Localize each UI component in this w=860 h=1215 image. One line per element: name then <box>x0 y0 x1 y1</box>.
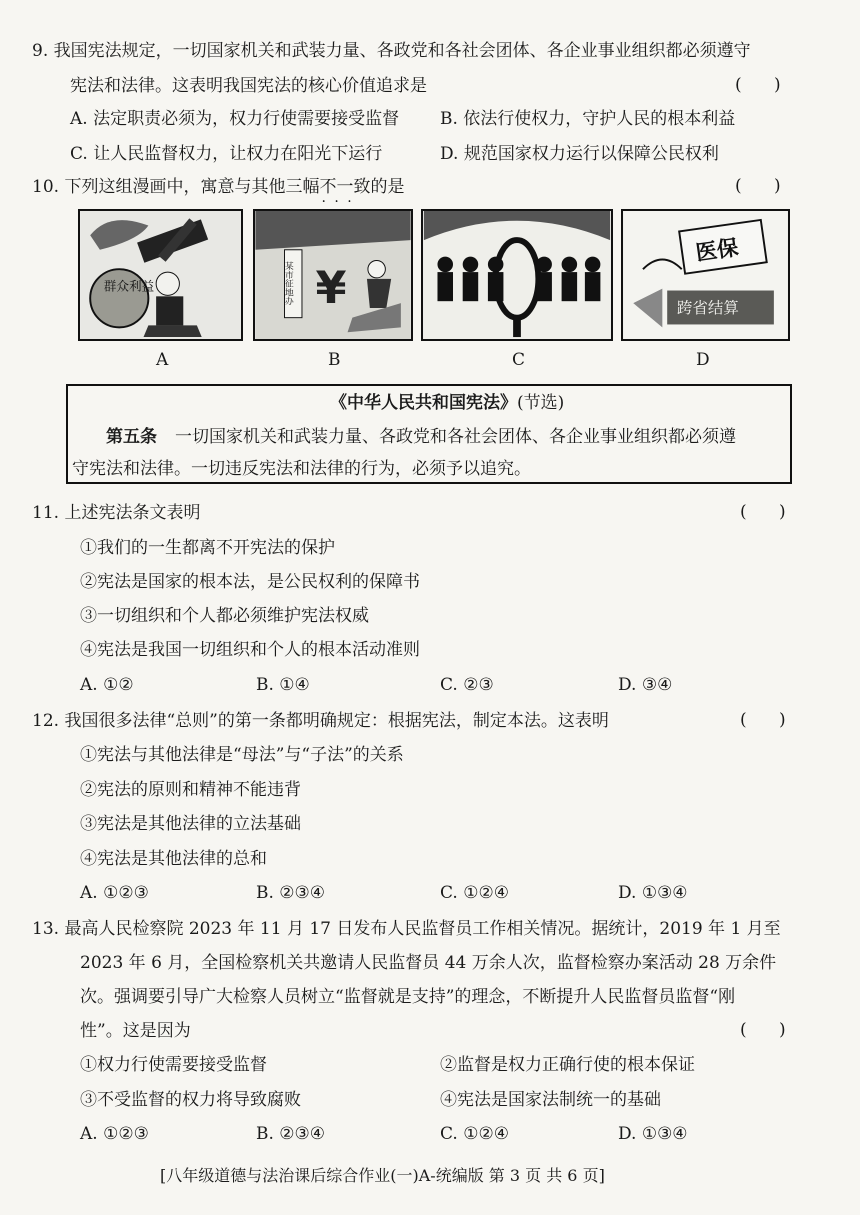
comic-a-image <box>80 211 241 339</box>
comic-d-caption-bottom: 跨省结算 <box>676 298 739 317</box>
q13-item-3: ③不受监督的权力将导致腐败 <box>80 1090 301 1110</box>
q10-stem <box>32 176 404 198</box>
comic-a <box>78 209 243 341</box>
q13-item-2: ②监督是权力正确行使的根本保证 <box>440 1055 695 1075</box>
q12-option-c: C. ①②④ <box>440 883 509 903</box>
q12-option-d: D. ①③④ <box>618 883 688 903</box>
q12-option-b: B. ②③④ <box>256 883 326 903</box>
q11-item-1: ①我们的一生都离不开宪法的保护 <box>80 538 335 558</box>
q13-option-c: C. ①②④ <box>440 1124 509 1144</box>
q12-stem: 12. 我国很多法律“总则”的第一条都明确规定：根据宪法，制定本法。这表明 <box>32 711 609 731</box>
q9-answer-paren: ( ) <box>735 75 781 95</box>
q12-item-2: ②宪法的原则和精神不能违背 <box>80 780 301 800</box>
excerpt-title-main: 《中华人民共和国宪法》 <box>330 393 517 413</box>
comic-a-label: A <box>156 350 169 370</box>
comic-b-caption: 某市征地办 <box>283 261 294 306</box>
comic-c <box>421 209 613 341</box>
comic-c-image <box>423 211 611 339</box>
q13-stem-line4: 性”。这是因为 <box>80 1021 191 1041</box>
q9-option-b: B. 依法行使权力，守护人民的根本利益 <box>440 109 736 129</box>
q11-option-b: B. ①④ <box>256 675 310 695</box>
q11-item-4: ④宪法是我国一切组织和个人的根本活动准则 <box>80 640 420 660</box>
comic-d-label: D <box>696 350 710 370</box>
q13-answer-paren: ( ) <box>740 1020 786 1040</box>
q9-stem-line1: 9. 我国宪法规定，一切国家机关和武装力量、各政党和各社会团体、各企业事业组织都必须遵守 <box>32 41 751 61</box>
comic-b-label: B <box>328 350 341 370</box>
excerpt-title <box>330 392 564 414</box>
excerpt-text-1: 一切国家机关和武装力量、各政党和各社会团体、各企业事业组织都必须遵 <box>175 427 736 447</box>
q10-stem-before: 10. 下列这组漫画中，寓意与其他三幅 <box>32 177 320 197</box>
q13-stem-line1: 13. 最高人民检察院 2023 年 11 月 17 日发布人民监督员工作相关情况。据统计，2019 年 1 月至 <box>32 919 781 939</box>
comic-b <box>253 209 413 341</box>
q11-option-c: C. ②③ <box>440 675 494 695</box>
q13-option-b: B. ②③④ <box>256 1124 326 1144</box>
q13-stem-line2: 2023 年 6 月，全国检察机关共邀请人民监督员 44 万余人次，监督检察办案活动 28 万余件 <box>80 953 777 973</box>
q10-stem-emphasis: 不一致 · · · <box>319 177 370 197</box>
comic-b-image <box>255 211 411 339</box>
comic-a-caption: 群众利益 <box>103 278 155 294</box>
q12-item-4: ④宪法是其他法律的总和 <box>80 849 267 869</box>
q13-stem-line3: 次。强调要引导广大检察人员树立“监督就是支持”的理念，不断提升人民监督员监督“刚 <box>80 987 736 1007</box>
comic-d <box>621 209 790 341</box>
q10-comics-row <box>78 209 790 341</box>
q11-item-3: ③一切组织和个人都必须维护宪法权威 <box>80 606 369 626</box>
excerpt-title-note: (节选) <box>517 393 565 413</box>
comic-d-image <box>623 211 788 339</box>
q12-option-a: A. ①②③ <box>80 883 149 903</box>
q12-item-3: ③宪法是其他法律的立法基础 <box>80 814 301 834</box>
q13-item-4: ④宪法是国家法制统一的基础 <box>440 1090 661 1110</box>
excerpt-line1 <box>106 426 736 448</box>
q9-option-d: D. 规范国家权力运行以保障公民权利 <box>440 144 719 164</box>
q10-stem-after: 的是 <box>370 177 405 197</box>
q10-answer-paren: ( ) <box>735 176 781 196</box>
q9-option-a: A. 法定职责必须为，权力行使需要接受监督 <box>70 109 400 129</box>
q11-stem: 11. 上述宪法条文表明 <box>32 503 201 523</box>
excerpt-article: 第五条 <box>106 427 157 447</box>
q13-item-1: ①权力行使需要接受监督 <box>80 1055 267 1075</box>
comic-d-caption-top: 医保 <box>694 235 741 267</box>
q12-item-1: ①宪法与其他法律是“母法”与“子法”的关系 <box>80 745 404 765</box>
excerpt-line2: 守宪法和法律。一切违反宪法和法律的行为，必须予以追究。 <box>72 459 531 479</box>
svg-text:¥: ¥ <box>315 262 347 315</box>
q9-stem-line2: 宪法和法律。这表明我国宪法的核心价值追求是 <box>70 76 427 96</box>
q11-option-a: A. ①② <box>80 675 134 695</box>
q13-option-a: A. ①②③ <box>80 1124 149 1144</box>
q11-option-d: D. ③④ <box>618 675 673 695</box>
q11-answer-paren: ( ) <box>740 502 786 522</box>
q11-item-2: ②宪法是国家的根本法，是公民权利的保障书 <box>80 572 420 592</box>
q12-answer-paren: ( ) <box>740 710 786 730</box>
comic-c-label: C <box>512 350 526 370</box>
page-footer: [八年级道德与法治课后综合作业(一)A-统编版 第 3 页 共 6 页] <box>160 1166 605 1185</box>
q9-option-c: C. 让人民监督权力，让权力在阳光下运行 <box>70 144 383 164</box>
q13-option-d: D. ①③④ <box>618 1124 688 1144</box>
